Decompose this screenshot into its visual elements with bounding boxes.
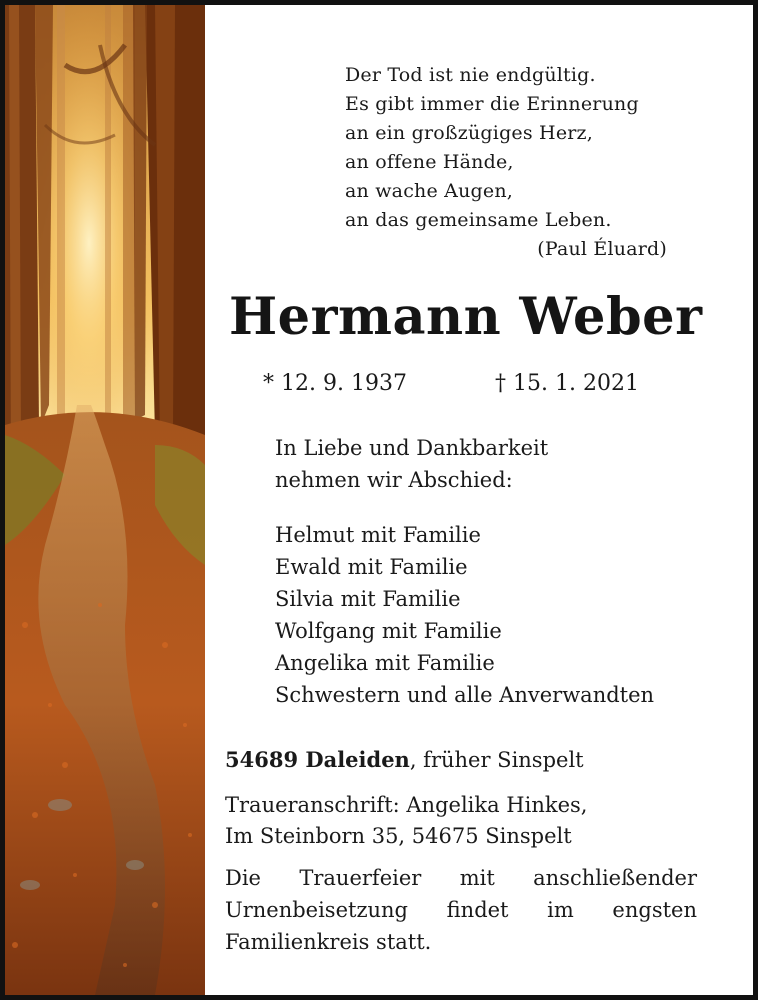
death-date: † 15. 1. 2021 (495, 371, 639, 396)
memorial-quote (345, 61, 685, 264)
mourner-item: Angelika mit Familie (275, 651, 495, 675)
quote-author: (Paul Éluard) (537, 238, 667, 260)
ceremony-line: Die Trauerfeier mit anschließender (225, 866, 697, 890)
ceremony-line: Urnenbeisetzung findet im engsten (225, 898, 697, 922)
mourners-list (275, 519, 654, 711)
notice-text (225, 5, 703, 995)
forest-path-image (5, 5, 205, 995)
birth-date: * 12. 9. 1937 (263, 371, 407, 396)
ceremony-line: Familienkreis statt. (225, 930, 432, 954)
intro-line: nehmen wir Abschied: (275, 468, 513, 492)
place-line (225, 747, 584, 772)
quote-line: Der Tod ist nie endgültig. (345, 64, 596, 86)
address-line: Traueranschrift: Angelika Hinkes, (225, 793, 588, 817)
intro-line: In Liebe und Dankbarkeit (275, 436, 549, 460)
mourner-item: Helmut mit Familie (275, 523, 481, 547)
address-line: Im Steinborn 35, 54675 Sinspelt (225, 824, 572, 848)
mourner-item: Ewald mit Familie (275, 555, 468, 579)
place-town: 54689 Daleiden (225, 747, 410, 772)
farewell-intro (275, 432, 548, 496)
quote-line: an offene Hände, (345, 151, 514, 173)
mourner-item: Silvia mit Familie (275, 587, 461, 611)
mourning-address (225, 790, 587, 852)
mourner-item: Wolfgang mit Familie (275, 619, 502, 643)
quote-line: an das gemeinsame Leben. (345, 209, 612, 231)
deceased-name: Hermann Weber (229, 287, 703, 347)
mourner-item: Schwestern und alle Anverwandten (275, 683, 655, 707)
quote-line: an ein großzügiges Herz, (345, 122, 594, 144)
forest-path-illustration (5, 5, 205, 995)
place-former: , früher Sinspelt (409, 748, 584, 772)
quote-line: an wache Augen, (345, 180, 513, 202)
ceremony-note (225, 862, 697, 958)
quote-line: Es gibt immer die Erinnerung (345, 93, 639, 115)
